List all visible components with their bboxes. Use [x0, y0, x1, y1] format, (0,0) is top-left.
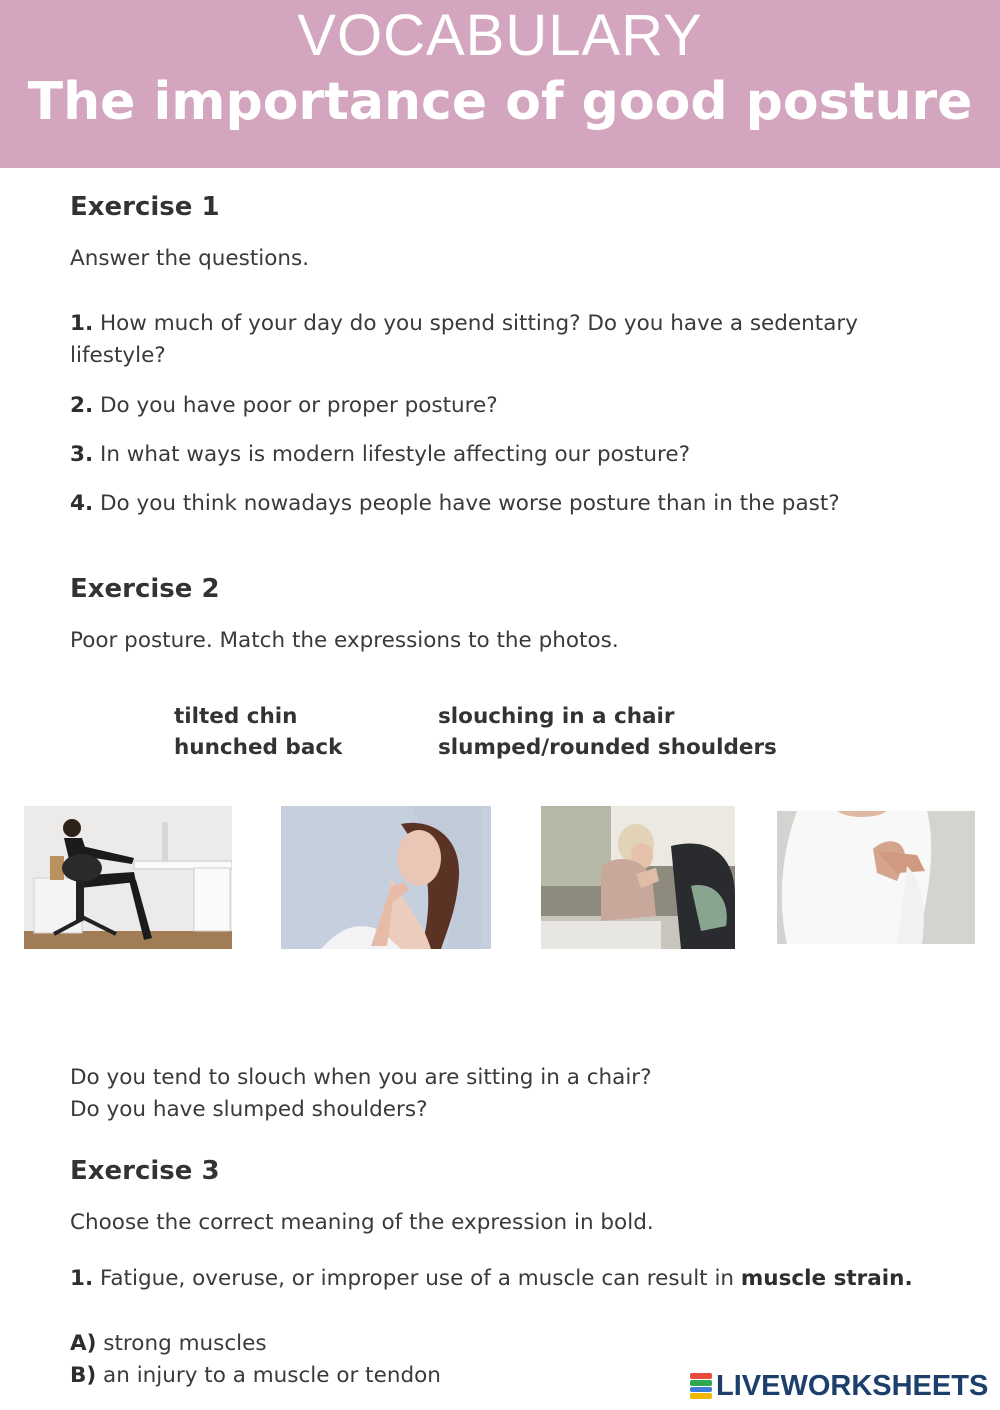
- question-number: 3.: [70, 442, 94, 467]
- exercise-1-heading: Exercise 1: [70, 192, 220, 222]
- page-title: The importance of good posture: [27, 72, 973, 132]
- shoulder-image: [777, 811, 975, 944]
- page-header: [0, 0, 1000, 168]
- word-slumped-shoulders: slumped/rounded shoulders: [438, 735, 777, 760]
- logo-mark-icon: [690, 1373, 712, 1399]
- question-number: 1.: [70, 311, 94, 336]
- exercise-3-question-1: [70, 1263, 920, 1295]
- option-a[interactable]: [70, 1328, 267, 1360]
- exercise-2-follow-up-1: Do you tend to slouch when you are sitting in a chair?: [70, 1065, 652, 1090]
- photo-hunched-woman: [541, 806, 735, 949]
- photo-woman-at-desk: [24, 806, 232, 949]
- bold-expression: muscle strain.: [740, 1266, 913, 1291]
- question-text: Do you have poor or proper posture?: [93, 393, 498, 418]
- exercise-2-follow-up-2: Do you have slumped shoulders?: [70, 1097, 428, 1122]
- option-letter: B): [70, 1363, 97, 1388]
- question-number: 1.: [70, 1266, 94, 1291]
- option-text: an injury to a muscle or tendon: [96, 1363, 441, 1388]
- photo-shoulder: [777, 811, 975, 944]
- question-text: Do you think nowadays people have worse posture than in the past?: [93, 491, 840, 516]
- tilted-chin-image: [281, 806, 491, 949]
- word-slouching: slouching in a chair: [438, 704, 675, 729]
- question-text: In what ways is modern lifestyle affecting our posture?: [93, 442, 691, 467]
- exercise-1-question-1: [70, 308, 930, 372]
- question-number: 4.: [70, 491, 94, 516]
- logo-text: LIVEWORKSHEETS: [716, 1370, 989, 1402]
- photo-tilted-chin: [281, 806, 491, 949]
- option-text: strong muscles: [96, 1331, 267, 1356]
- exercise-2-instruction: Poor posture. Match the expressions to the photos.: [70, 628, 619, 653]
- question-text: How much of your day do you spend sitting? Do you have a sedentary lifestyle?: [70, 311, 858, 368]
- option-letter: A): [70, 1331, 97, 1356]
- exercise-3-instruction: Choose the correct meaning of the expression in bold.: [70, 1210, 654, 1235]
- option-b[interactable]: [70, 1360, 441, 1392]
- exercise-1-question-4: [70, 488, 970, 520]
- woman-at-desk-image: [24, 806, 232, 949]
- liveworksheets-logo: [690, 1366, 990, 1406]
- exercise-1-instruction: Answer the questions.: [70, 246, 310, 271]
- header-kicker: VOCABULARY: [297, 3, 703, 68]
- exercise-1-question-2: [70, 390, 930, 422]
- word-tilted-chin: tilted chin: [174, 704, 298, 729]
- question-number: 2.: [70, 393, 94, 418]
- hunched-woman-image: [541, 806, 735, 949]
- exercise-2-heading: Exercise 2: [70, 574, 220, 604]
- exercise-1-question-3: [70, 439, 930, 471]
- word-hunched-back: hunched back: [174, 735, 343, 760]
- question-text: Fatigue, overuse, or improper use of a muscle can result in: [93, 1266, 741, 1291]
- exercise-3-heading: Exercise 3: [70, 1156, 220, 1186]
